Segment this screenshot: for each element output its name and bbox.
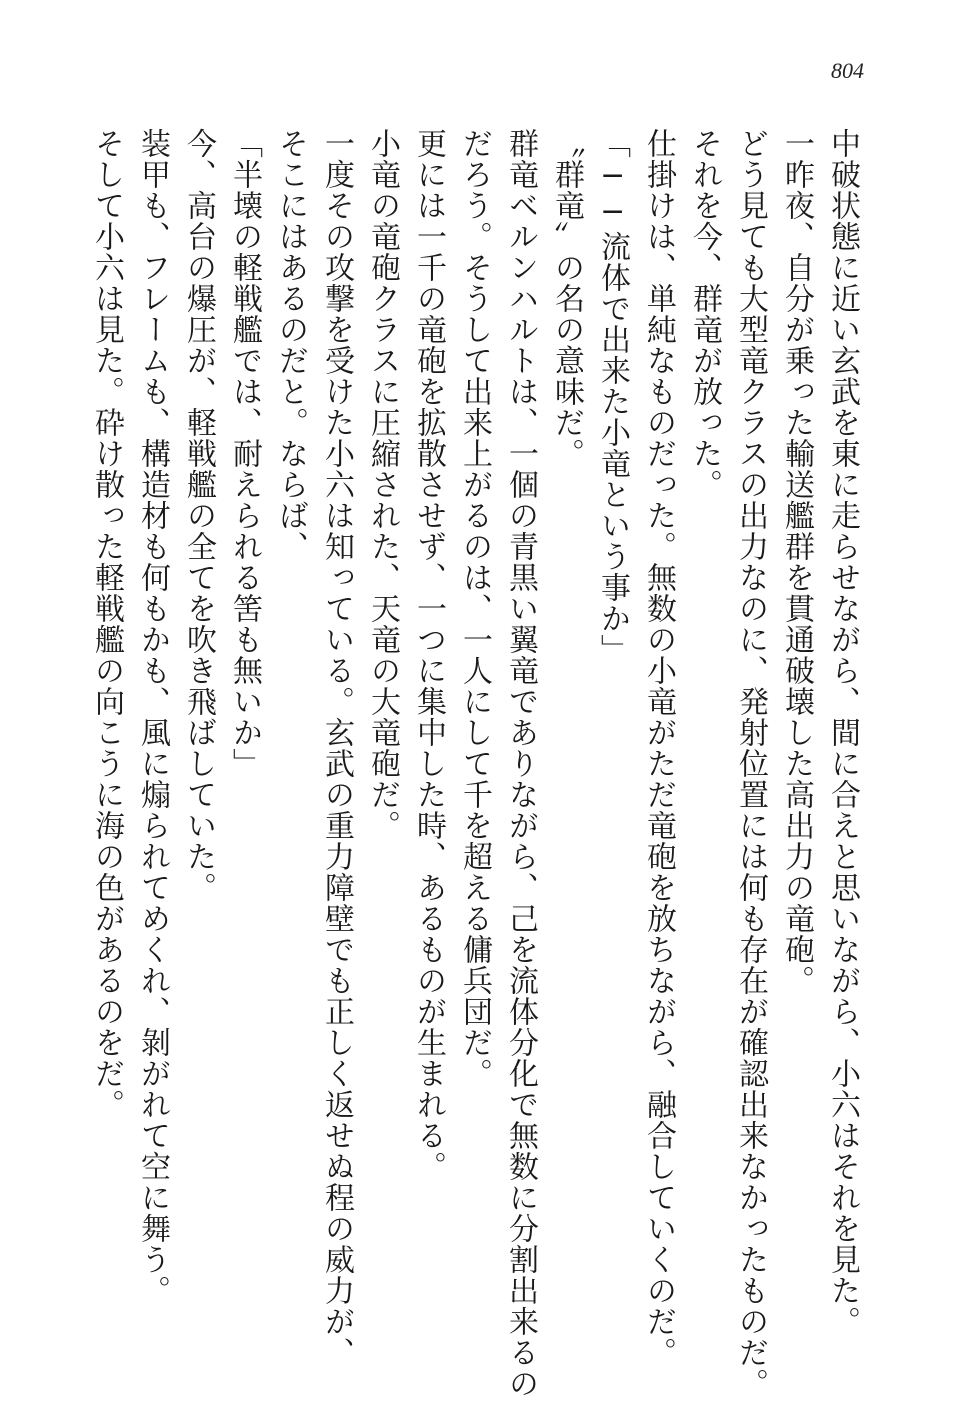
text-line: 装甲も、フレームも、構造材も何もかも、風に煽られてめくれ、剝がれて空に舞う。	[135, 128, 170, 1306]
text-line: 「──流体で出来た小竜という事か」	[595, 128, 630, 665]
text-line: 今、高台の爆圧が、軽戦艦の全てを吹き飛ばしていた。	[181, 128, 216, 903]
page-number: 804	[831, 58, 864, 83]
text-line: どう見ても大型竜クラスの出力なのに、発射位置には何も存在が確認出来なかったものだ。	[733, 128, 768, 1399]
text-line: だろう。そうして出来上がるのは、一人にして千を超える傭兵団だ。	[457, 128, 492, 1089]
text-line: 一昨夜、自分が乗った輸送艦群を貫通破壊した高出力の竜砲。	[779, 128, 814, 996]
text-line: そこにはあるのだと。ならば、	[273, 128, 308, 562]
novel-text-column-block	[83, 128, 865, 1399]
text-line: それを今、群竜が放った。	[687, 128, 722, 500]
text-line: そして小六は見た。砕け散った軽戦艦の向こうに海の色があるのをだ。	[89, 128, 124, 1120]
text-line: 〝群竜〟の名の意味だ。	[549, 128, 584, 469]
text-line: 群竜ベルンハルトは、一個の青黒い翼竜でありながら、己を流体分化で無数に分割出来るの	[503, 128, 538, 1399]
text-line: 小竜の竜砲クラスに圧縮された、天竜の大竜砲だ。	[365, 128, 400, 841]
text-line: 更には一千の竜砲を拡散させず、一つに集中した時、あるものが生まれる。	[411, 128, 446, 1182]
text-line: 一度その攻撃を受けた小六は知っている。玄武の重力障壁でも正しく返せぬ程の威力が、	[319, 128, 354, 1368]
text-line: 中破状態に近い玄武を東に走らせながら、間に合えと思いながら、小六はそれを見た。	[825, 128, 860, 1337]
text-line: 仕掛けは、単純なものだった。無数の小竜がただ竜砲を放ちながら、融合していくのだ。	[641, 128, 676, 1368]
text-line: 「半壊の軽戦艦では、耐えられる筈も無いか」	[227, 128, 262, 779]
